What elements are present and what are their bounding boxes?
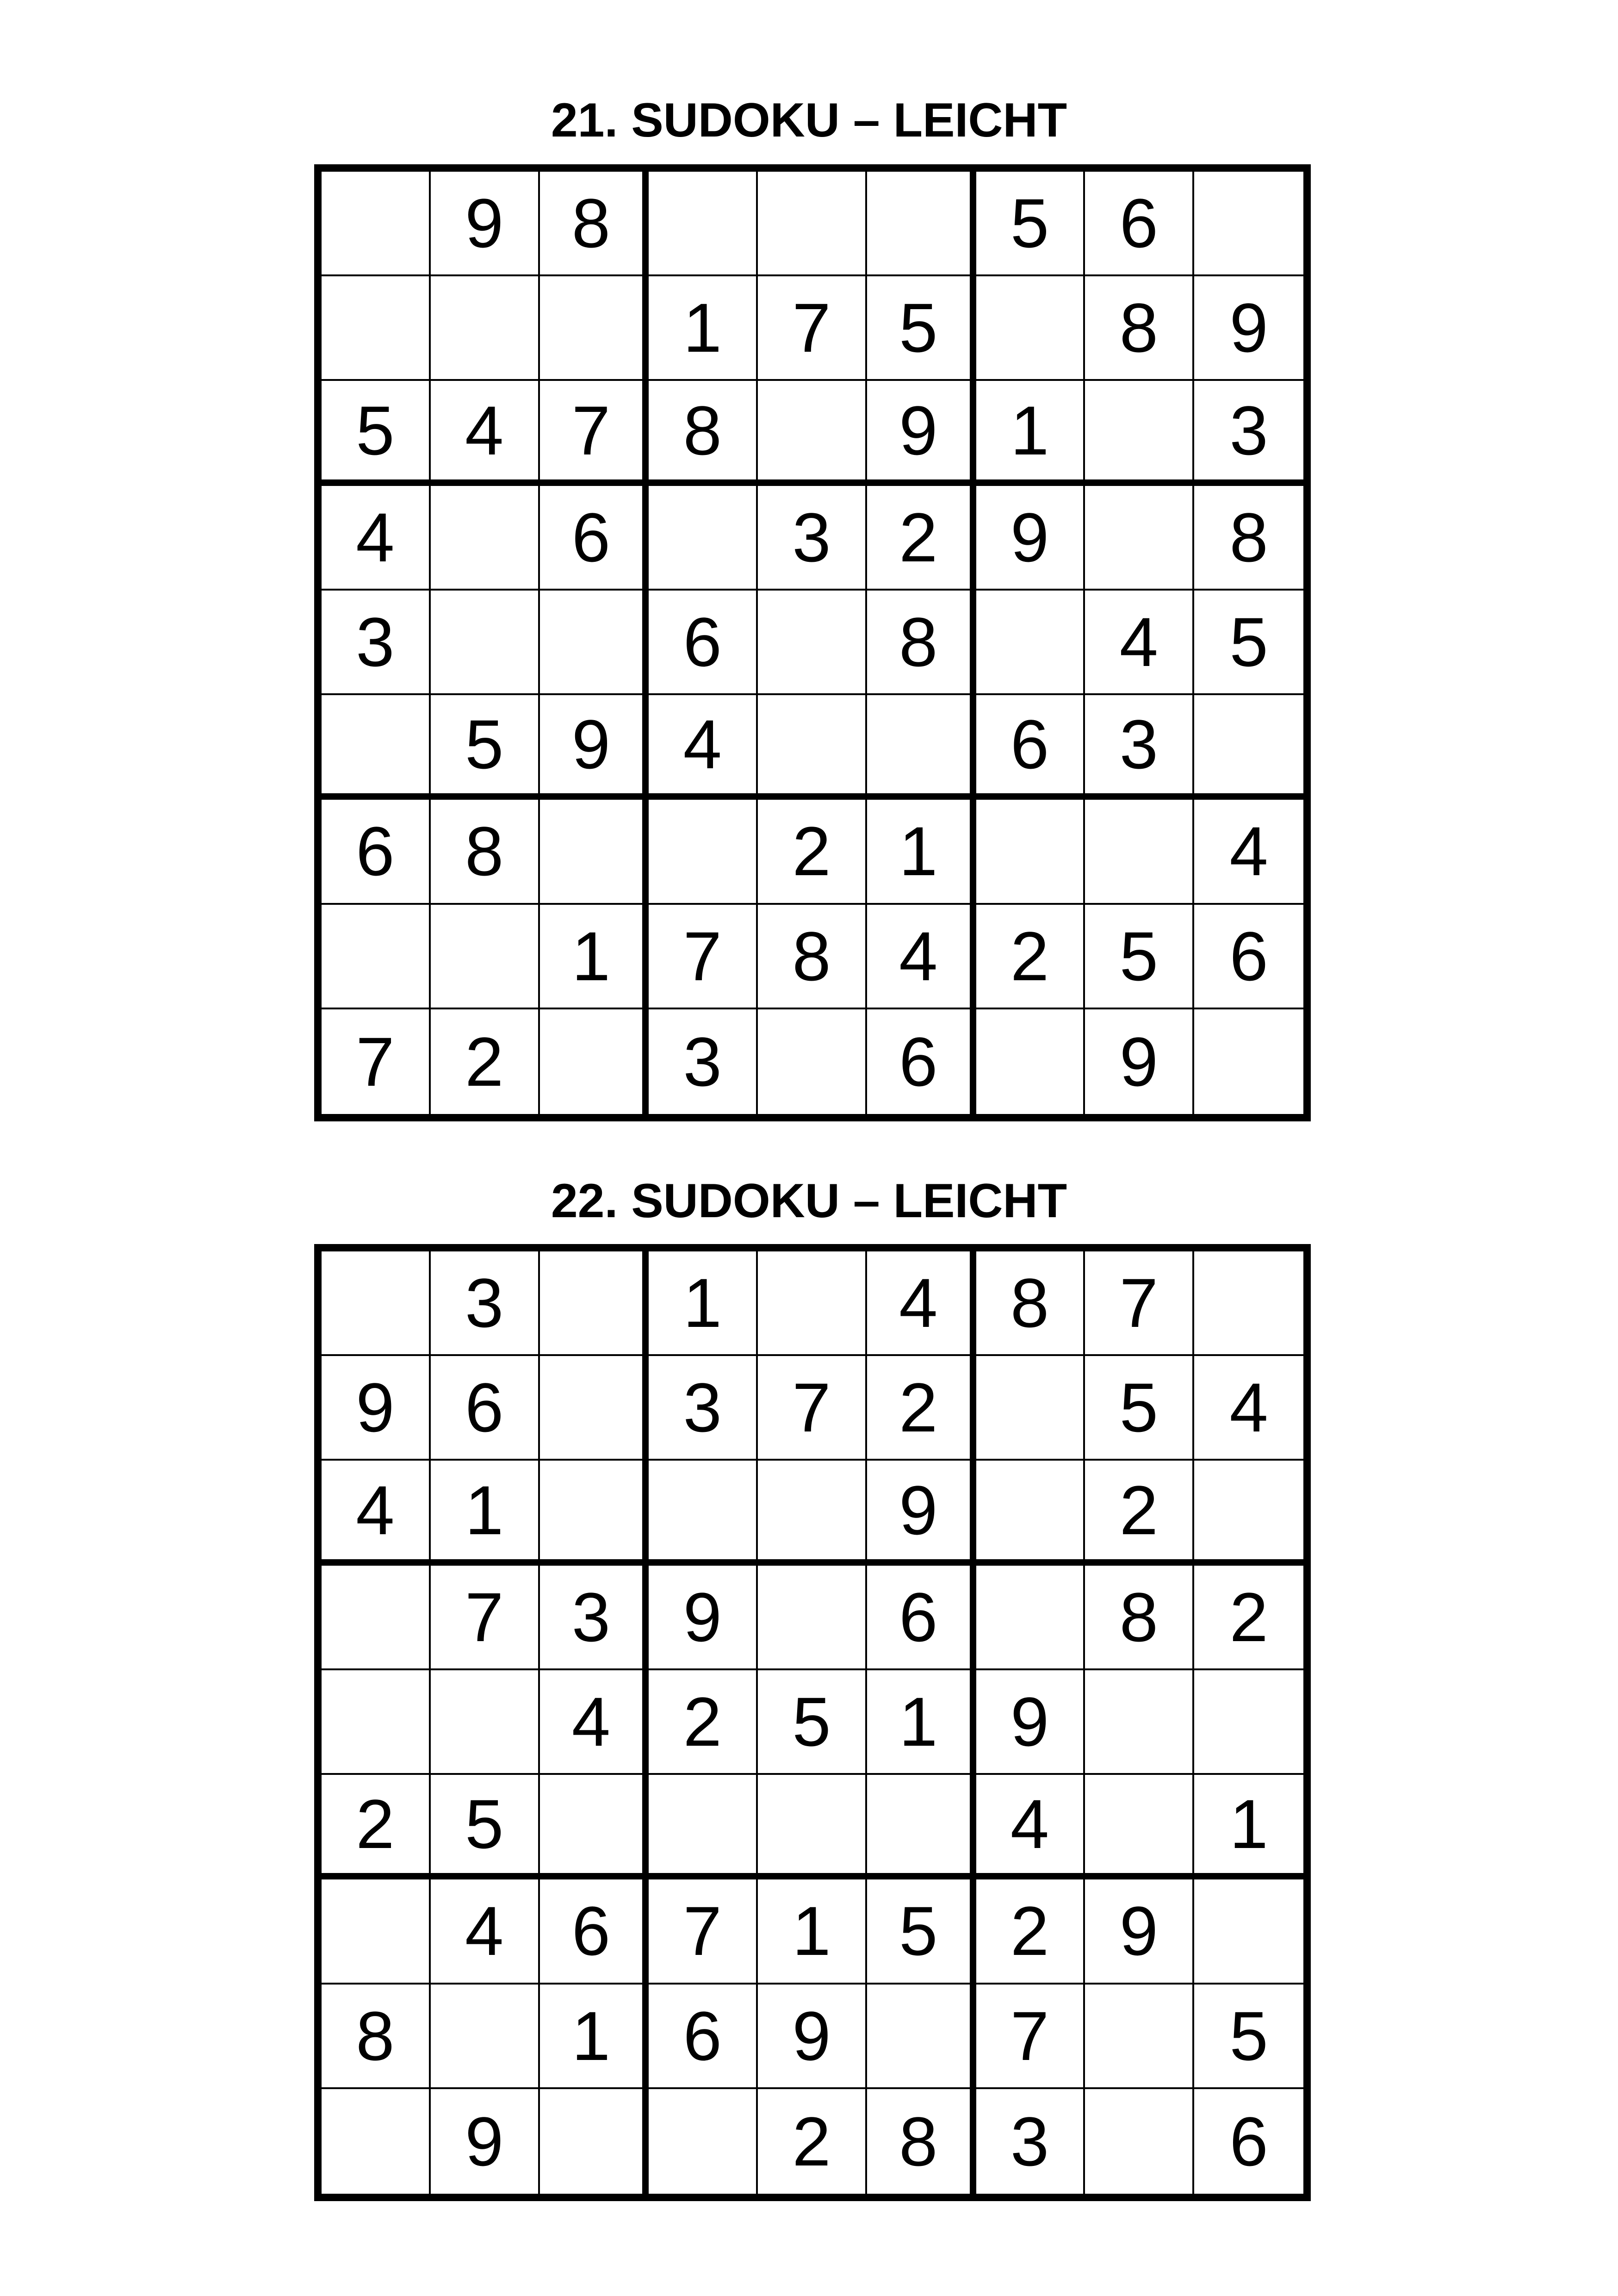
sudoku-cell[interactable] [322, 695, 431, 800]
sudoku-cell[interactable]: 8 [976, 1251, 1085, 1356]
sudoku-cell[interactable] [540, 800, 649, 904]
sudoku-cell[interactable]: 5 [431, 695, 540, 800]
sudoku-cell[interactable] [540, 1461, 649, 1565]
sudoku-cell[interactable] [431, 1670, 540, 1775]
sudoku-cell[interactable]: 1 [867, 800, 976, 904]
sudoku-cell[interactable]: 1 [758, 1879, 867, 1984]
sudoku-cell[interactable]: 2 [322, 1775, 431, 1879]
sudoku-cell[interactable]: 2 [867, 486, 976, 591]
sudoku-cell[interactable]: 4 [540, 1670, 649, 1775]
sudoku-cell[interactable]: 8 [540, 172, 649, 276]
sudoku-cell[interactable] [758, 695, 867, 800]
sudoku-cell[interactable] [540, 1251, 649, 1356]
sudoku-cell[interactable] [649, 486, 758, 591]
sudoku-cell[interactable] [322, 1670, 431, 1775]
sudoku-cell[interactable] [540, 2089, 649, 2194]
sudoku-cell[interactable] [649, 800, 758, 904]
sudoku-cell[interactable] [540, 1009, 649, 1114]
sudoku-cell[interactable]: 5 [1085, 905, 1194, 1009]
sudoku-cell[interactable]: 4 [431, 381, 540, 485]
sudoku-cell[interactable]: 4 [1085, 591, 1194, 695]
sudoku-cell[interactable]: 3 [322, 591, 431, 695]
sudoku-cell[interactable]: 2 [431, 1009, 540, 1114]
sudoku-cell[interactable]: 6 [649, 591, 758, 695]
sudoku-cell[interactable]: 7 [322, 1009, 431, 1114]
sudoku-cell[interactable]: 1 [649, 1251, 758, 1356]
sudoku-cell[interactable] [976, 276, 1085, 381]
sudoku-cell[interactable] [758, 591, 867, 695]
sudoku-cell[interactable] [1085, 486, 1194, 591]
sudoku-cell[interactable]: 9 [431, 172, 540, 276]
sudoku-cell[interactable]: 5 [1194, 591, 1303, 695]
sudoku-cell[interactable]: 6 [867, 1009, 976, 1114]
sudoku-cell[interactable] [758, 1461, 867, 1565]
sudoku-cell[interactable]: 2 [867, 1356, 976, 1461]
sudoku-cell[interactable] [1194, 695, 1303, 800]
sudoku-cell[interactable]: 4 [649, 695, 758, 800]
sudoku-cell[interactable]: 3 [649, 1356, 758, 1461]
sudoku-cell[interactable]: 9 [867, 381, 976, 485]
sudoku-cell[interactable] [431, 591, 540, 695]
sudoku-cell[interactable]: 9 [1194, 276, 1303, 381]
sudoku-cell[interactable]: 2 [1194, 1566, 1303, 1670]
sudoku-cell[interactable]: 3 [758, 486, 867, 591]
sudoku-cell[interactable] [758, 172, 867, 276]
sudoku-cell[interactable] [1085, 2089, 1194, 2194]
sudoku-cell[interactable]: 8 [431, 800, 540, 904]
sudoku-cell[interactable] [976, 1566, 1085, 1670]
sudoku-cell[interactable]: 7 [976, 1985, 1085, 2089]
sudoku-cell[interactable] [976, 1009, 1085, 1114]
sudoku-cell[interactable]: 3 [431, 1251, 540, 1356]
sudoku-cell[interactable] [322, 905, 431, 1009]
sudoku-cell[interactable] [867, 172, 976, 276]
sudoku-cell[interactable]: 2 [649, 1670, 758, 1775]
sudoku-cell[interactable]: 4 [322, 1461, 431, 1565]
sudoku-cell[interactable]: 4 [867, 1251, 976, 1356]
sudoku-cell[interactable]: 2 [758, 2089, 867, 2194]
sudoku-cell[interactable]: 9 [649, 1566, 758, 1670]
sudoku-cell[interactable]: 9 [322, 1356, 431, 1461]
sudoku-cell[interactable]: 5 [867, 276, 976, 381]
sudoku-cell[interactable] [322, 1566, 431, 1670]
sudoku-cell[interactable]: 1 [976, 381, 1085, 485]
sudoku-cell[interactable] [649, 2089, 758, 2194]
sudoku-cell[interactable]: 2 [758, 800, 867, 904]
sudoku-cell[interactable] [1194, 1879, 1303, 1984]
sudoku-cell[interactable]: 5 [322, 381, 431, 485]
sudoku-cell[interactable]: 6 [322, 800, 431, 904]
sudoku-cell[interactable] [431, 486, 540, 591]
sudoku-cell[interactable] [976, 591, 1085, 695]
sudoku-cell[interactable]: 1 [540, 905, 649, 1009]
sudoku-cell[interactable] [1085, 1670, 1194, 1775]
sudoku-cell[interactable]: 9 [976, 486, 1085, 591]
sudoku-cell[interactable] [1085, 1775, 1194, 1879]
sudoku-cell[interactable]: 6 [540, 1879, 649, 1984]
sudoku-cell[interactable]: 9 [540, 695, 649, 800]
sudoku-cell[interactable]: 2 [1085, 1461, 1194, 1565]
sudoku-cell[interactable]: 7 [1085, 1251, 1194, 1356]
sudoku-cell[interactable] [540, 1775, 649, 1879]
sudoku-cell[interactable]: 4 [976, 1775, 1085, 1879]
sudoku-cell[interactable]: 9 [431, 2089, 540, 2194]
sudoku-cell[interactable] [758, 1775, 867, 1879]
sudoku-board [314, 1244, 1311, 2201]
sudoku-cell[interactable]: 4 [1194, 1356, 1303, 1461]
sudoku-board [314, 164, 1311, 1121]
sudoku-cell[interactable]: 8 [867, 2089, 976, 2194]
sudoku-cell[interactable] [431, 905, 540, 1009]
sudoku-cell[interactable]: 7 [649, 905, 758, 1009]
sudoku-cell[interactable] [1085, 381, 1194, 485]
sudoku-cell[interactable] [1194, 1670, 1303, 1775]
sudoku-cell[interactable]: 6 [540, 486, 649, 591]
sudoku-cell[interactable]: 5 [976, 172, 1085, 276]
sudoku-cell[interactable] [1194, 172, 1303, 276]
sudoku-cell[interactable] [758, 381, 867, 485]
sudoku-cell[interactable] [322, 1251, 431, 1356]
sudoku-cell[interactable]: 7 [649, 1879, 758, 1984]
puzzle-title: 21. SUDOKU – LEICHT [551, 93, 1067, 147]
sudoku-cell[interactable]: 6 [1085, 172, 1194, 276]
puzzle-title: 22. SUDOKU – LEICHT [551, 1174, 1067, 1228]
sudoku-cell[interactable] [867, 1985, 976, 2089]
sudoku-cell[interactable]: 7 [431, 1566, 540, 1670]
sudoku-cell[interactable]: 1 [540, 1985, 649, 2089]
sudoku-cell[interactable] [540, 1356, 649, 1461]
sudoku-cell[interactable]: 9 [976, 1670, 1085, 1775]
sudoku-cell[interactable]: 6 [867, 1566, 976, 1670]
sudoku-cell[interactable]: 3 [1085, 695, 1194, 800]
sudoku-cell[interactable] [1194, 1009, 1303, 1114]
sudoku-cell[interactable] [322, 2089, 431, 2194]
sudoku-cell[interactable]: 6 [1194, 905, 1303, 1009]
sudoku-cell[interactable]: 4 [322, 486, 431, 591]
sudoku-cell[interactable] [540, 276, 649, 381]
sudoku-cell[interactable] [1194, 1461, 1303, 1565]
sudoku-cell[interactable]: 6 [976, 695, 1085, 800]
sudoku-cell[interactable]: 7 [758, 1356, 867, 1461]
sudoku-cell[interactable]: 7 [540, 381, 649, 485]
sudoku-cell[interactable]: 5 [758, 1670, 867, 1775]
sudoku-cell[interactable]: 3 [649, 1009, 758, 1114]
sudoku-cell[interactable]: 8 [758, 905, 867, 1009]
sudoku-cell[interactable]: 9 [758, 1985, 867, 2089]
sudoku-cell[interactable]: 6 [649, 1985, 758, 2089]
sudoku-cell[interactable] [431, 1985, 540, 2089]
sudoku-cell[interactable] [758, 1566, 867, 1670]
sudoku-cell[interactable] [758, 1009, 867, 1114]
sudoku-cell[interactable]: 5 [431, 1775, 540, 1879]
sudoku-cell[interactable]: 8 [1085, 1566, 1194, 1670]
sudoku-cell[interactable]: 8 [649, 381, 758, 485]
sudoku-cell[interactable] [1194, 1251, 1303, 1356]
sudoku-cell[interactable]: 3 [540, 1566, 649, 1670]
sudoku-cell[interactable] [540, 591, 649, 695]
sudoku-cell[interactable] [649, 1461, 758, 1565]
sudoku-cell[interactable]: 4 [431, 1879, 540, 1984]
sudoku-cell[interactable]: 8 [867, 591, 976, 695]
sudoku-cell[interactable]: 1 [867, 1670, 976, 1775]
sudoku-cell[interactable]: 2 [976, 1879, 1085, 1984]
sudoku-cell[interactable]: 9 [867, 1461, 976, 1565]
sudoku-cell[interactable] [322, 276, 431, 381]
sudoku-cell[interactable]: 5 [867, 1879, 976, 1984]
sudoku-cell[interactable]: 8 [322, 1985, 431, 2089]
sudoku-cell[interactable] [1085, 800, 1194, 904]
sudoku-cell[interactable] [976, 800, 1085, 904]
sudoku-cell[interactable]: 7 [758, 276, 867, 381]
sudoku-cell[interactable]: 5 [1085, 1356, 1194, 1461]
sudoku-cell[interactable]: 4 [867, 905, 976, 1009]
sudoku-cell[interactable]: 6 [1229, 2102, 1268, 2180]
sudoku-cell[interactable] [649, 1775, 758, 1879]
sudoku-cell[interactable] [758, 1251, 867, 1356]
sudoku-cell[interactable] [322, 1879, 431, 1984]
sudoku-cell[interactable] [867, 695, 976, 800]
sudoku-cell[interactable] [322, 172, 431, 276]
sudoku-cell[interactable]: 8 [1085, 276, 1194, 381]
sudoku-cell[interactable]: 5 [1194, 1985, 1303, 2089]
sudoku-cell[interactable]: 9 [1085, 1879, 1194, 1984]
sudoku-cell[interactable]: 1 [1194, 1775, 1303, 1879]
sudoku-cell[interactable] [1085, 1985, 1194, 2089]
sudoku-cell[interactable]: 8 [1194, 486, 1303, 591]
sudoku-cell[interactable] [649, 172, 758, 276]
sudoku-cell[interactable]: 3 [1194, 381, 1303, 485]
sudoku-cell[interactable]: 1 [431, 1461, 540, 1565]
sudoku-cell[interactable]: 4 [1194, 800, 1303, 904]
sudoku-cell[interactable]: 6 [431, 1356, 540, 1461]
sudoku-cell[interactable]: 3 [976, 2089, 1085, 2194]
sudoku-cell[interactable] [976, 1461, 1085, 1565]
sudoku-cell[interactable] [867, 1775, 976, 1879]
sudoku-cell[interactable]: 9 [1085, 1009, 1194, 1114]
sudoku-cell[interactable]: 2 [976, 905, 1085, 1009]
sudoku-cell[interactable] [976, 1356, 1085, 1461]
sudoku-cell[interactable]: 1 [649, 276, 758, 381]
sudoku-cell[interactable] [431, 276, 540, 381]
